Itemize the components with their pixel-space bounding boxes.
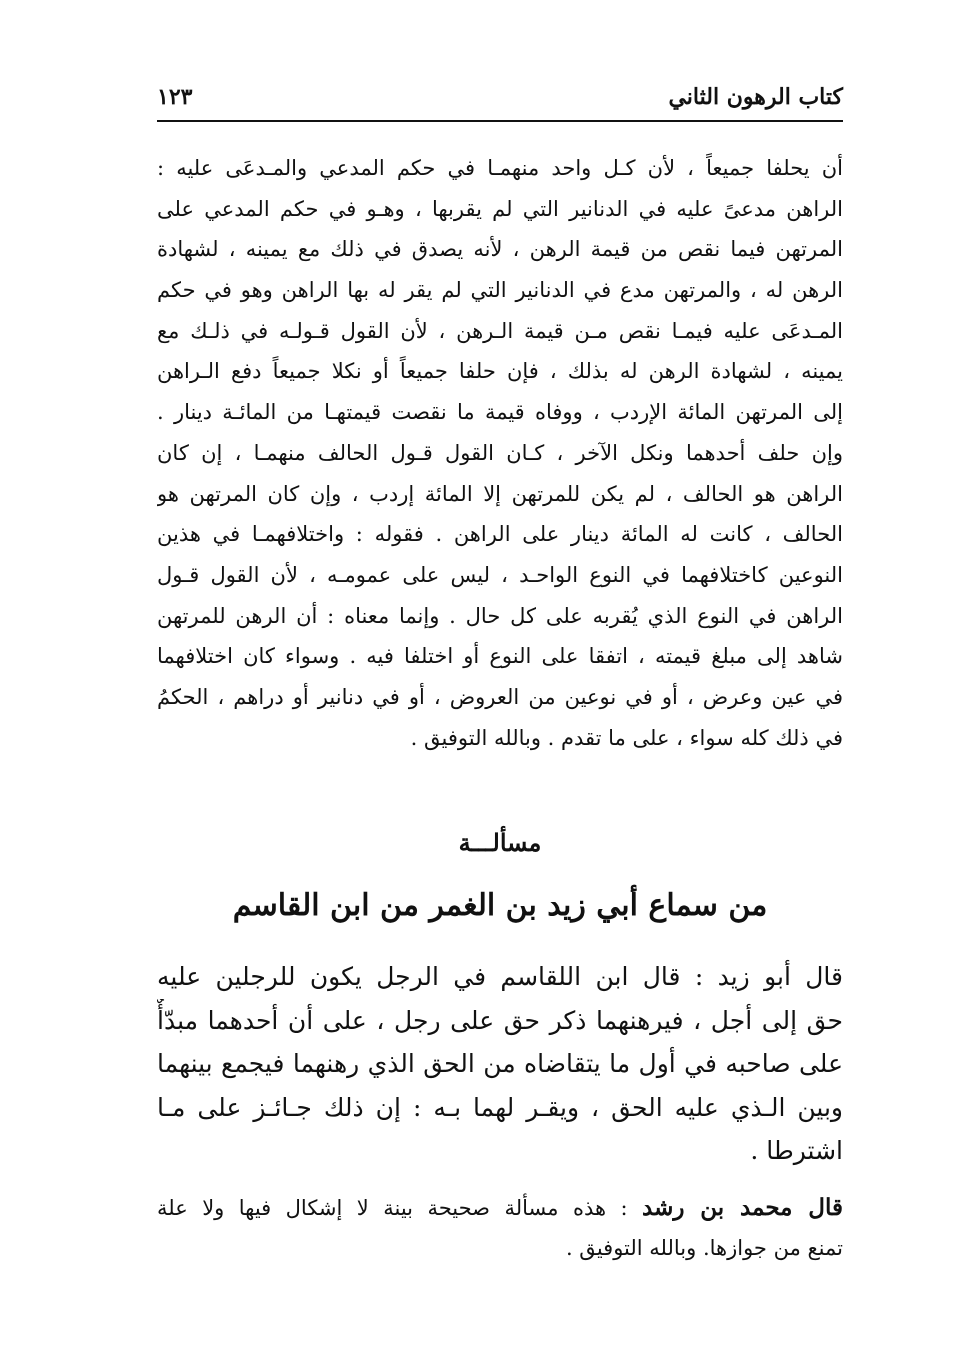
page-header bbox=[157, 80, 843, 122]
text-line: وبين الـذي عليه الحق ، ويقـر لهما بـه : إن ذلك جـائـز على مـا bbox=[157, 1092, 843, 1122]
author-lead: قال محمد بن رشد bbox=[642, 1194, 843, 1221]
text-line: يمينه ، لشهادة الرهن له بذلك ، فإن حلفا جميعاً أو نكلا جميعاً دفع الـراهن bbox=[157, 359, 843, 384]
text-span: : هذه مسألة صحيحة بينة لا إشكال فيها ولا علة bbox=[157, 1196, 643, 1220]
text-line: المرتهن فيما نقص من قيمة الرهن ، لأنه يصدق في ذلك مع يمينه ، لشهادة bbox=[157, 237, 843, 262]
text-line: في ذلك كله سواء ، على ما تقدم . وبالله التوفيق . bbox=[410, 725, 843, 750]
paragraph-2 bbox=[157, 955, 843, 1173]
text-line: اشترطا . bbox=[750, 1136, 843, 1165]
text-line: أن يحلفا جميعاً ، لأن كـل واحد منهمـا في حكم المدعي والمـدعَى عليه : bbox=[157, 156, 843, 180]
text-line: الرهن له ، والمرتهن مدع في الدنانير التي لم يقر له بها الراهن وهو في حكم bbox=[157, 278, 843, 303]
page-number: ١٢٣ bbox=[157, 84, 193, 110]
paragraph-1 bbox=[157, 148, 843, 758]
text-line: وإن حلف أحدهما ونكل الآخر ، كـان القول قـول الحالف منهمـا ، إن كان bbox=[157, 440, 843, 465]
text-line: الراهن مدعىً عليه في الدنانير التي لم يقربها ، وهـو في حكم المدعي على bbox=[157, 196, 843, 221]
text-line: المـدعَى عليه فيمـا نقص مـن قيمة الـرهن ، لأن القول قـولـه في ذلـك مع bbox=[157, 318, 843, 343]
text-line bbox=[157, 1188, 843, 1228]
text-line: الراهن هو الحالف ، لم يكن للمرتهن إلا المائة إردب ، وإن كان المرتهن هو bbox=[157, 481, 843, 506]
section-title: من سماع أبي زيد بن الغمر من ابن القاسم bbox=[232, 888, 768, 923]
paragraph-3 bbox=[157, 1188, 843, 1268]
text-line: على صاحبه في أول ما يتقاضاه من الحق الذي رهنهما فيجمع بينهما bbox=[157, 1049, 843, 1078]
text-line: الراهن في النوع الذي يُقربه على كل حال . وإنما معناه : أن الرهن للمرتهن bbox=[157, 603, 843, 628]
text-line: قال أبو زيد : قال ابن اللقاسم في الرجل يكون للرجلين عليه bbox=[157, 962, 843, 991]
section-label: مسألـــة bbox=[458, 828, 542, 857]
text-line: إلى المرتهن المائة الإردب ، ووفاه قيمة ما نقصت قيمتهـا من المائـة دينار . bbox=[157, 400, 843, 425]
text-line: تمنع من جوازها. وبالله التوفيق . bbox=[565, 1236, 843, 1260]
text-line: حق إلى أجل ، فيرهنهما ذكر حق على رجل ، على أن أحدهما مبدّأٌ bbox=[157, 1005, 843, 1035]
text-line: الحالف ، كانت له المائة دينار على الراهن . فقوله : واختلافهمـا في هذين bbox=[157, 522, 843, 547]
text-line: في عين وعرض ، أو في نوعين من العروض ، أو في دنانير أو دراهم ، الحكمُ bbox=[157, 684, 843, 709]
text-line: شاهد إلى مبلغ قيمته ، اتفقا على النوع أو اختلفا فيه . وسواء كان اختلافهما bbox=[157, 644, 843, 669]
text-line: النوعين كاختلافهما في النوع الواحـد ، ليس على عمومـه ، لأن القول قـول bbox=[157, 562, 843, 587]
running-title: كتاب الرهون الثاني bbox=[668, 84, 843, 110]
